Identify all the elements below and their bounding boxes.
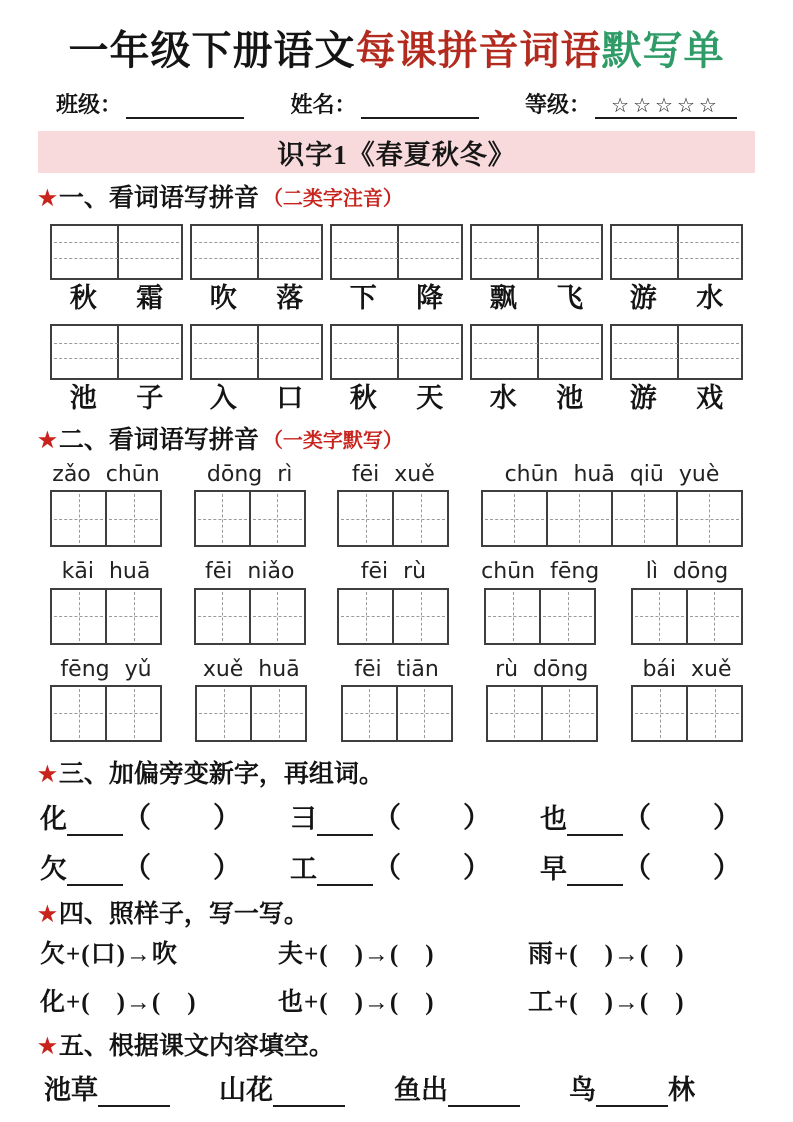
dictation-group (481, 462, 743, 547)
section-2-note: （一类字默写） (262, 429, 403, 452)
tianzige-cell[interactable] (249, 490, 306, 547)
composition-item[interactable]: 工+( )→( ) (528, 988, 685, 1016)
class-label: 班级： (56, 92, 123, 117)
pinyin-writing-box[interactable] (330, 324, 463, 380)
title-part-green: 默写单 (601, 28, 725, 73)
pinyin-writing-box[interactable] (50, 324, 183, 380)
tianzige-cell[interactable] (50, 685, 107, 742)
tianzige-cell[interactable] (194, 490, 251, 547)
tianzige-cell[interactable] (676, 490, 743, 547)
phrase-suffix: 林 (668, 1074, 695, 1105)
word-label: 水 池 (489, 383, 584, 414)
star-icon: ★ (38, 428, 57, 453)
dictation-group (194, 462, 306, 547)
pinyin-label: chūn huā qiū yuè (504, 461, 720, 487)
pinyin-label: rù dōng (495, 656, 589, 682)
pinyin-writing-box[interactable] (470, 224, 603, 280)
pinyin-label: fēng yǔ (60, 656, 152, 682)
fill-blank-item (219, 1068, 345, 1107)
dictation-group (337, 559, 449, 644)
word-group (330, 224, 463, 314)
word-label: 下 降 (349, 283, 444, 313)
phrase-prefix: 鸟 (569, 1074, 596, 1105)
dictation-group (195, 657, 307, 742)
grade-label: 等级： (524, 92, 591, 117)
pinyin-label: xuě huā (202, 656, 300, 682)
dictation-group (481, 559, 599, 644)
word-group (330, 324, 463, 414)
composition-item[interactable]: 欠+(口)→吹 (40, 940, 178, 968)
fill-blank-item (44, 1068, 170, 1107)
answer-blank[interactable] (67, 858, 123, 886)
radical-item: 彐 （ ） (290, 796, 540, 836)
pinyin-label: fēi xuě (351, 461, 435, 487)
dictation-group (631, 657, 743, 742)
pinyin-writing-box[interactable] (610, 324, 743, 380)
section-1-header (38, 184, 755, 214)
answer-blank[interactable] (567, 808, 623, 836)
tianzige-cell[interactable] (484, 588, 541, 645)
tianzige-cell[interactable] (611, 490, 678, 547)
rating-stars: ☆☆☆☆☆ (595, 95, 737, 119)
answer-blank[interactable] (273, 1079, 345, 1107)
section-4-title: 四、照样子，写一写。 (58, 900, 309, 928)
tianzige-cell[interactable] (481, 490, 548, 547)
base-character: 也 (540, 803, 567, 834)
word-group (470, 224, 603, 314)
tianzige-cell[interactable] (105, 685, 162, 742)
name-field (290, 88, 478, 119)
class-field (56, 88, 244, 119)
tianzige-cell[interactable] (50, 588, 107, 645)
word-group (190, 324, 323, 414)
word-group (190, 224, 323, 314)
pinyin-label: bái xuě (642, 656, 732, 682)
word-label: 秋 霜 (69, 283, 164, 313)
pinyin-box-row (38, 324, 755, 414)
fill-blank-item (394, 1068, 520, 1107)
grade-field (525, 88, 737, 119)
composition-item[interactable]: 雨+( )→( ) (528, 940, 685, 968)
radical-exercise-grid (38, 796, 755, 886)
section-2-header (38, 426, 755, 456)
tianzige-cell[interactable] (392, 490, 449, 547)
section-3-header (38, 760, 755, 790)
radical-item: 也 （ ） (540, 796, 755, 836)
word-label: 秋 天 (349, 383, 444, 414)
pinyin-label: dōng rì (206, 461, 293, 487)
word-group (470, 324, 603, 414)
section-3-title: 三、加偏旁变新字，再组词。 (58, 760, 384, 788)
tianzige-cell[interactable] (546, 490, 613, 547)
pinyin-writing-box[interactable] (190, 224, 323, 280)
phrase-prefix: 鱼出 (394, 1074, 448, 1105)
word-group (50, 324, 183, 414)
fill-blank-item (569, 1068, 695, 1107)
pinyin-writing-box[interactable] (330, 224, 463, 280)
star-icon: ★ (38, 1034, 57, 1059)
word-group (610, 324, 743, 414)
star-icon: ★ (38, 902, 57, 927)
answer-blank[interactable] (98, 1079, 170, 1107)
tianzige-cell[interactable] (539, 588, 596, 645)
base-character: 欠 (40, 853, 67, 884)
star-icon: ★ (38, 186, 57, 211)
base-character: 工 (290, 853, 317, 884)
answer-blank[interactable] (317, 808, 373, 836)
section-5-title: 五、根据课文内容填空。 (58, 1032, 334, 1060)
pinyin-label: kāi huā (61, 559, 151, 585)
pinyin-box-row (38, 224, 755, 314)
base-character: 化 (40, 803, 67, 834)
pinyin-writing-box[interactable] (50, 224, 183, 280)
phrase-prefix: 池草 (44, 1074, 98, 1105)
word-label: 吹 落 (209, 283, 304, 313)
tianzige-cell[interactable] (341, 685, 398, 742)
tianzige-cell[interactable] (631, 588, 688, 645)
section-4-header (38, 900, 755, 930)
word-label: 游 水 (629, 283, 724, 313)
tianzige-cell[interactable] (396, 685, 453, 742)
answer-blank[interactable] (67, 808, 123, 836)
tianzige-cell[interactable] (541, 685, 598, 742)
pinyin-label: zǎo chūn (52, 461, 160, 487)
dictation-row (38, 657, 755, 742)
section-2-title: 二、看词语写拼音 (58, 426, 259, 454)
fill-blank-row (38, 1068, 755, 1107)
composition-exercise-grid (38, 934, 755, 1018)
lesson-banner-text: 识字1《春夏秋冬》 (277, 139, 516, 170)
section-1-title: 一、看词语写拼音 (58, 185, 259, 212)
page-title (38, 28, 755, 74)
answer-blank[interactable] (448, 1079, 520, 1107)
tianzige-cell[interactable] (105, 490, 162, 547)
pinyin-label: chūn fēng (481, 559, 600, 585)
tianzige-cell[interactable] (195, 685, 252, 742)
name-blank-line[interactable] (361, 95, 479, 119)
class-blank-line[interactable] (126, 95, 244, 119)
pinyin-label: fēi rù (360, 559, 427, 585)
dictation-group (337, 462, 449, 547)
tianzige-cell[interactable] (250, 685, 307, 742)
dictation-group (631, 559, 743, 644)
title-part-black: 一年级下册语文 (68, 28, 356, 73)
composition-item[interactable]: 夫+( )→( ) (278, 940, 435, 968)
pinyin-label: fēi niǎo (205, 559, 295, 585)
radical-item: 早 （ ） (540, 846, 755, 886)
dictation-group (50, 462, 162, 547)
section-5-header (38, 1032, 755, 1062)
word-label: 入 口 (209, 383, 304, 414)
composition-item[interactable]: 也+( )→( ) (278, 988, 435, 1016)
pinyin-writing-box[interactable] (470, 324, 603, 380)
radical-item: 欠 （ ） (40, 846, 290, 886)
tianzige-cell[interactable] (194, 588, 251, 645)
composition-item[interactable]: 化+( )→( ) (40, 988, 197, 1016)
pinyin-label: fēi tiān (354, 656, 439, 682)
answer-blank[interactable] (317, 858, 373, 886)
base-character: 早 (540, 853, 567, 884)
word-label: 池 子 (69, 383, 164, 414)
word-group (50, 224, 183, 314)
tianzige-cell[interactable] (486, 685, 543, 742)
dictation-group (50, 559, 162, 644)
tianzige-cell[interactable] (337, 588, 394, 645)
base-character: 彐 (290, 803, 317, 834)
tianzige-cell[interactable] (105, 588, 162, 645)
pinyin-writing-box[interactable] (610, 224, 743, 280)
lesson-banner (38, 131, 755, 173)
pinyin-writing-box[interactable] (190, 324, 323, 380)
answer-blank[interactable] (596, 1079, 668, 1107)
tianzige-cell[interactable] (337, 490, 394, 547)
dictation-row (38, 462, 755, 547)
word-group (610, 224, 743, 314)
star-icon: ★ (38, 762, 57, 787)
dictation-group (341, 657, 453, 742)
radical-item: 工 （ ） (290, 846, 540, 886)
answer-blank[interactable] (567, 858, 623, 886)
pinyin-label: lì dōng (645, 559, 729, 585)
radical-item: 化 （ ） (40, 796, 290, 836)
tianzige-cell[interactable] (686, 588, 743, 645)
dictation-row (38, 559, 755, 644)
tianzige-cell[interactable] (249, 588, 306, 645)
word-label: 飘 飞 (489, 283, 584, 313)
section-1-note: （二类字注音） (262, 188, 403, 210)
dictation-group (486, 657, 598, 742)
tianzige-cell[interactable] (631, 685, 688, 742)
name-label: 姓名： (290, 92, 357, 117)
title-part-red: 每课拼音词语 (355, 28, 602, 73)
tianzige-cell[interactable] (392, 588, 449, 645)
word-label: 游 戏 (629, 383, 724, 414)
phrase-prefix: 山花 (219, 1074, 273, 1105)
tianzige-cell[interactable] (50, 490, 107, 547)
dictation-group (50, 657, 162, 742)
dictation-group (194, 559, 306, 644)
tianzige-cell[interactable] (686, 685, 743, 742)
info-line (38, 88, 755, 119)
